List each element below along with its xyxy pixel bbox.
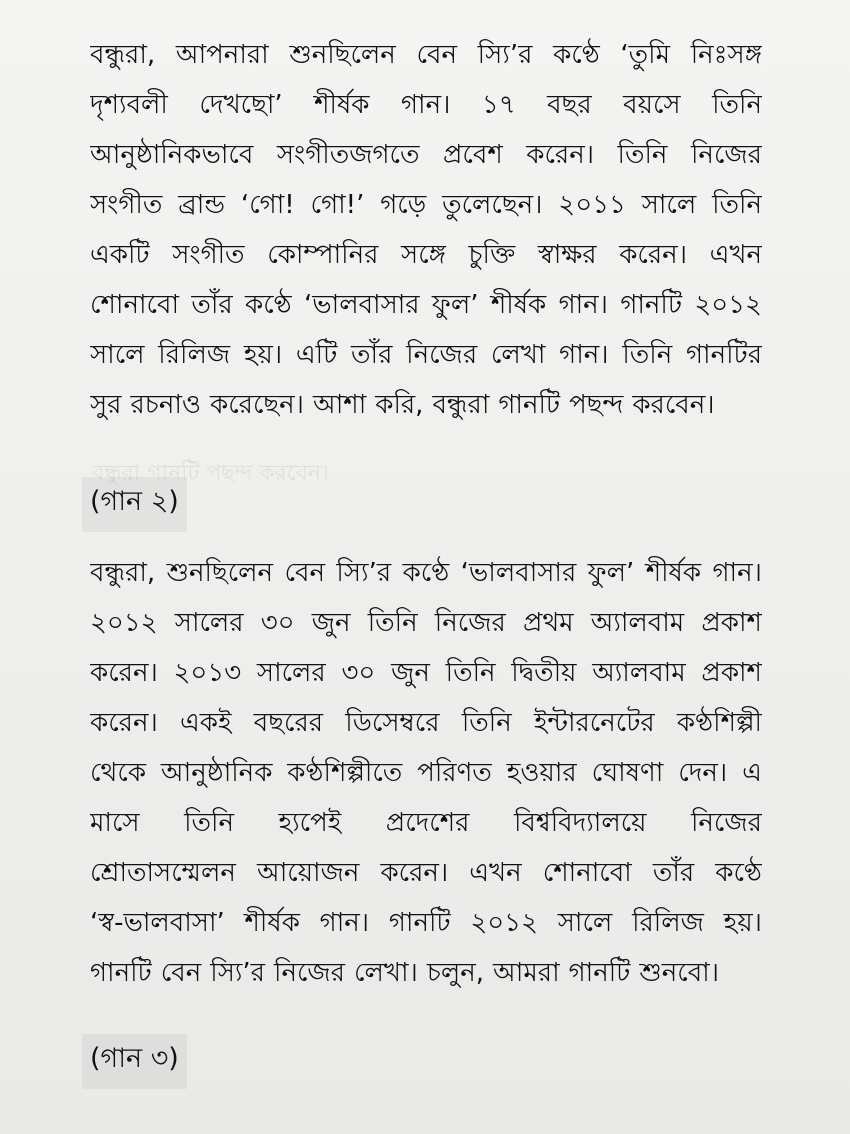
word: স্যি’র [477, 40, 533, 70]
text-line [90, 180, 762, 230]
word: দৃশ্যবলী [90, 90, 168, 120]
word: দেন। [678, 758, 728, 788]
word: শোনাবো [90, 290, 179, 320]
word: তিনি [184, 808, 234, 838]
word: গান। [400, 90, 451, 120]
text-line [90, 130, 762, 180]
word: রিলিজ [632, 908, 704, 938]
word: বছর [547, 90, 592, 120]
word: করেন। [90, 658, 158, 688]
word: করেছেন। [210, 390, 304, 420]
word: স্যি’র [336, 558, 392, 588]
word: নিজের [274, 958, 345, 988]
word: একই [180, 708, 232, 738]
word: এটি [295, 340, 338, 370]
word: নিজের [406, 340, 478, 370]
word: বেন [416, 40, 458, 70]
word: গানটি [498, 390, 561, 420]
word: বন্ধুরা, [90, 40, 156, 70]
word: করেন। [526, 140, 595, 170]
word: ডিসেম্বরে [345, 708, 440, 738]
word: বন্ধুরা [432, 390, 490, 420]
word: আপনারা [175, 40, 269, 70]
word: গো!’ [310, 190, 365, 220]
word: ‘ভালবাসার [460, 558, 577, 588]
text-line [90, 798, 762, 848]
word: বন্ধুরা, [90, 558, 156, 588]
paragraph-2 [90, 548, 762, 998]
word: কণ্ঠে [715, 858, 762, 888]
word: গান। [558, 290, 608, 320]
word: সালের [174, 608, 244, 638]
word: ফুল’ [587, 558, 635, 588]
text-line [90, 280, 762, 330]
word: পরিণত [417, 758, 492, 788]
word: অ্যালবাম [590, 608, 685, 638]
text-line [90, 330, 762, 380]
word: সঙ্গে [401, 240, 446, 270]
word: একটি [90, 240, 150, 270]
word: তিনি [367, 608, 418, 638]
word: রচনাও [130, 390, 202, 420]
word: করি, [375, 390, 424, 420]
word: গানটি [90, 958, 152, 988]
text-line [90, 598, 762, 648]
word: ঘোষণা [591, 758, 664, 788]
word: গানটি [568, 958, 631, 988]
word: ২০১২ [470, 908, 538, 938]
word: আনুষ্ঠানিক [160, 758, 273, 788]
word: প্রবেশ [443, 140, 503, 170]
word: গান। [319, 908, 370, 938]
word: এখন [469, 858, 522, 888]
word: শ্রোতাসম্মেলন [90, 858, 236, 888]
word: নিজের [690, 140, 762, 170]
text-line [90, 648, 762, 698]
text-line [90, 30, 762, 80]
word: ‘স্ব-ভালবাসা’ [90, 908, 225, 938]
word: ২০১১ [558, 190, 626, 220]
word: এখন [709, 240, 762, 270]
word: হ্যপেই [278, 808, 342, 838]
word: ২০১২ [90, 608, 158, 638]
word: প্রকাশ [701, 608, 762, 638]
word: শুনছিলেন [166, 558, 274, 588]
word: বেন [284, 558, 325, 588]
text-line [90, 230, 762, 280]
word: সালে [641, 190, 697, 220]
word: স্বাক্ষর [537, 240, 597, 270]
word: গড়ে [380, 190, 427, 220]
word: সালে [90, 340, 145, 370]
word: শীর্ষক [645, 558, 702, 588]
word: সংগীত [90, 190, 163, 220]
text-line [90, 848, 762, 898]
word: তিনি [712, 190, 762, 220]
word: দেখছো’ [199, 90, 283, 120]
word: গানটি [388, 908, 451, 938]
word: জুন [311, 608, 351, 638]
word: শীর্ষক [490, 290, 547, 320]
word: প্রথম [522, 608, 574, 638]
word: ‘ভালবাসার [304, 290, 420, 320]
word: গানটি [620, 290, 683, 320]
word: চলুন, [426, 958, 485, 988]
word: কণ্ঠে [402, 558, 450, 588]
word: বিশ্ববিদ্যালয়ে [513, 808, 647, 838]
text-line [90, 748, 762, 798]
word: থেকে [90, 758, 147, 788]
word: গান। [559, 340, 609, 370]
word: আশা [312, 390, 367, 420]
word: আমরা [493, 958, 560, 988]
text-line [90, 80, 762, 130]
word: ‘গো! [240, 190, 295, 220]
text-line [90, 948, 762, 998]
word: তাঁর [652, 858, 695, 888]
bleed-through-text: বন্ধুরা গানটি পছন্দ করবেন। [92, 461, 329, 486]
word: প্রদেশের [385, 808, 470, 838]
word: ৩০ [260, 608, 295, 638]
word: নিজের [434, 608, 506, 638]
word: শীর্ষক [244, 908, 300, 938]
word: বয়সে [623, 90, 681, 120]
word: হওয়ার [506, 758, 577, 788]
word: পছন্দ [569, 390, 624, 420]
word: কণ্ঠে [553, 40, 600, 70]
paragraph-1 [90, 30, 762, 430]
word: কণ্ঠশিল্পী [676, 708, 762, 738]
word: কোম্পানির [267, 240, 379, 270]
word: আনুষ্ঠানিকভাবে [90, 140, 254, 170]
word: করেন। [380, 858, 449, 888]
word: করেন। [90, 708, 158, 738]
word: তিনি [712, 90, 762, 120]
word: ‘তুমি [620, 40, 671, 70]
word: তিনি [617, 140, 668, 170]
word: শুনছিলেন [289, 40, 396, 70]
word: এ [742, 758, 762, 788]
word: সংগীত [172, 240, 245, 270]
word: তিনি [622, 340, 673, 370]
word: মাসে [90, 808, 140, 838]
text-line [90, 898, 762, 948]
word: কণ্ঠে [245, 290, 292, 320]
word: গানটির [685, 340, 762, 370]
word: করেন। [619, 240, 687, 270]
text-line [90, 548, 762, 598]
word: ২০১৩ [173, 658, 242, 688]
word: শোনাবো [542, 858, 632, 888]
word: ব্রান্ড [178, 190, 225, 220]
word: স্যি’র [210, 958, 265, 988]
word: নিজের [690, 808, 762, 838]
word: তাঁর [191, 290, 233, 320]
word: রিলিজ [158, 340, 231, 370]
word: করবেন। [632, 390, 715, 420]
word: চুক্তি [468, 240, 516, 270]
word: আয়োজন [256, 858, 360, 888]
word: ইন্টারনেটের [533, 708, 655, 738]
word: জুন [391, 658, 430, 688]
word: ১৭ [481, 90, 516, 120]
word: সালের [256, 658, 326, 688]
word: লেখা [490, 340, 546, 370]
word: সুর [90, 390, 122, 420]
word: কণ্ঠশিল্পীতে [287, 758, 403, 788]
word: হয়। [243, 340, 283, 370]
word: সংগীতজগতে [276, 140, 420, 170]
word: দ্বিতীয় [511, 658, 577, 688]
word: শুনবো। [639, 958, 720, 988]
word: শীর্ষক [314, 90, 370, 120]
word: প্রকাশ [701, 658, 762, 688]
word: ২০১২ [694, 290, 762, 320]
word: তাঁর [351, 340, 393, 370]
word: গান। [712, 558, 762, 588]
word: ৩০ [341, 658, 376, 688]
text-line [90, 698, 762, 748]
word: লেখা। [353, 958, 418, 988]
word: বেন [160, 958, 202, 988]
word: নিঃসঙ্গ [690, 40, 762, 70]
word: হয়। [723, 908, 762, 938]
word: ফুল’ [431, 290, 479, 320]
word: সালে [557, 908, 613, 938]
text-line [90, 380, 762, 430]
word: অ্যালবাম [592, 658, 686, 688]
word: তুলেছেন। [442, 190, 543, 220]
word: বছরের [253, 708, 324, 738]
word: তিনি [445, 658, 496, 688]
song-heading-3: (গান ৩) [82, 1034, 187, 1089]
word: তিনি [461, 708, 512, 738]
song-heading-2: (গান ২) [82, 477, 187, 532]
